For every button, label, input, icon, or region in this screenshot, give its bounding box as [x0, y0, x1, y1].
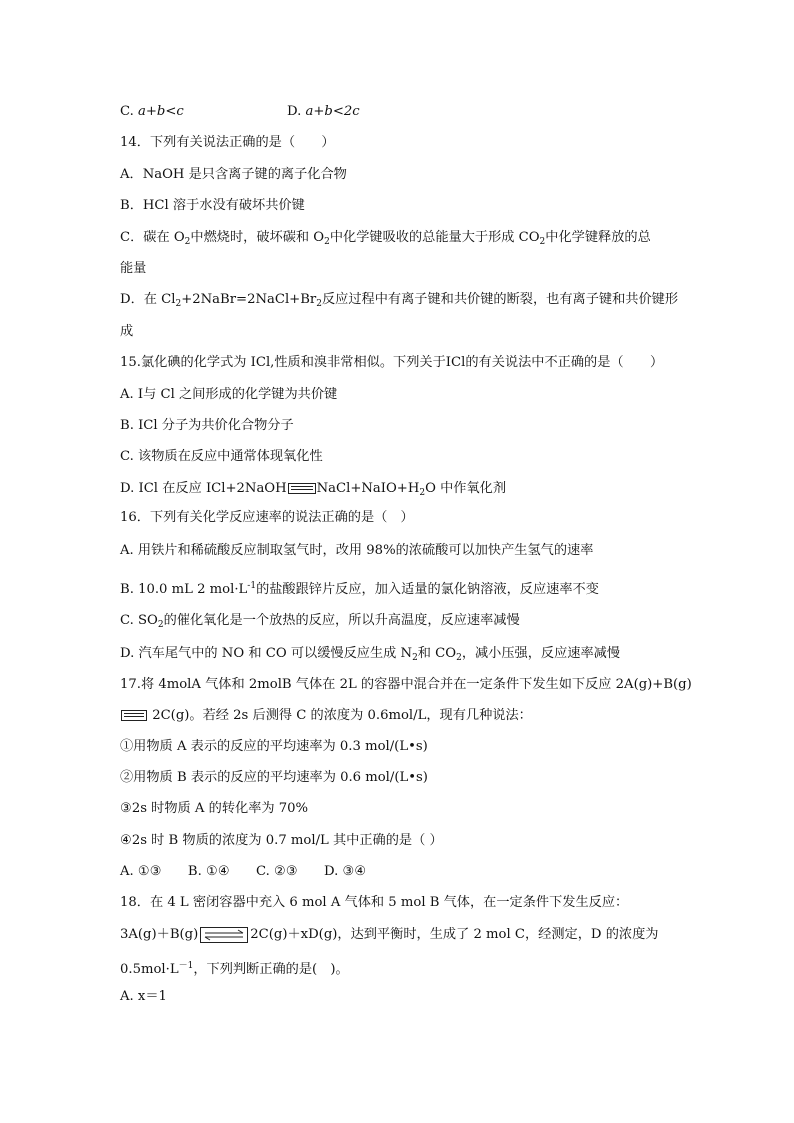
q15-option-c: C. 该物质在反应中通常体现氧化性 — [120, 449, 323, 464]
q13-option-c — [120, 103, 184, 121]
q17-stem: 17.将 4molA 气体和 2molB 气体在 2L 的容器中混合并在一定条件下发生如下反应 2A(g)+B(g) — [120, 677, 692, 692]
q18-equation: 3A(g)＋B(g) 2C(g)＋xD(g)，达到平衡时，生成了 2 mol C，经测定，D 的浓度为 — [120, 927, 659, 942]
q18-stem: 18．在 4 L 密闭容器中充入 6 mol A 气体和 5 mol B 气体，在一定条件下发生反应： — [120, 895, 629, 910]
q13-option-d — [287, 103, 360, 121]
q13-option-d-label: D. — [287, 104, 306, 119]
q18-option-a: A. x＝1 — [120, 989, 167, 1004]
q13-option-c-expr: a+b<c — [138, 104, 184, 119]
q16-option-a: A. 用铁片和稀硫酸反应制取氢气时，改用 98%的浓硫酸可以加快产生氢气的速率 — [120, 543, 594, 558]
q15-option-d: D. ICl 在反应 ICl+2NaOH $NaCl+NaIO+H_2O$ 中作氧化剂 — [120, 481, 507, 498]
q16-option-b: B. 10.0 mL 2 $mol\cdot L^{-1}$的盐酸跟锌片反应，加入适量的氯化钠溶液，反应速率不变 — [120, 581, 599, 597]
q17-statement-2: ②用物质 B 表示的反应的平均速率为 0.6 mol/(L•s) — [120, 770, 428, 785]
equilibrium-sign-icon — [288, 483, 316, 494]
q14-option-c-cont: 能量 — [120, 261, 147, 276]
q18-equation-cont: $0.5mol\cdot L^{-1}$，下列判断正确的是( )。 — [120, 961, 349, 977]
q17-statement-4: ④2s 时 B 物质的浓度为 0.7 mol/L 其中正确的是（ ） — [120, 833, 443, 848]
q17-options: A. ①③ B. ①④ C. ②③ D. ③④ — [120, 864, 367, 879]
q14-option-d-cont: 成 — [120, 324, 134, 339]
q17-statement-3: ③2s 时物质 A 的转化率为 70% — [120, 801, 309, 816]
q17-statement-1: ①用物质 A 表示的反应的平均速率为 0.3 mol/(L•s) — [120, 739, 428, 754]
q14-stem: 14．下列有关说法正确的是（ ） — [120, 135, 335, 150]
equilibrium-sign-icon — [121, 710, 147, 721]
q16-stem: 16．下列有关化学反应速率的说法正确的是（ ） — [120, 510, 414, 525]
q14-option-a: A．NaOH 是只含离子键的离子化合物 — [120, 167, 347, 182]
q14-option-d: D．在 $Cl_2+2NaBr=2NaCl+Br_2$反应过程中有离子键和共价键的断裂，也有离子键和共价键形 — [120, 292, 679, 309]
q16-option-d: D. 汽车尾气中的 NO 和 CO 可以缓慢反应生成 $N_2$和 $CO_2$，减小压强，反应速率减慢 — [120, 646, 621, 663]
reversible-arrow-icon — [200, 927, 248, 943]
q13-option-d-expr: a+b<2c — [305, 104, 360, 119]
q17-stem-cont: 2C(g)。若经 2s 后测得 C 的浓度为 0.6mol/L，现有几种说法： — [120, 707, 532, 725]
q14-option-b: B．HCl 溶于水没有破坏共价键 — [120, 198, 305, 213]
q14-option-c: C．碳在 $O_2$中燃烧时，破坏碳和 $O_2$中化学键吸收的总能量大于形成 $CO_2$中化学键释放的总 — [120, 230, 651, 247]
q15-stem: 15.氯化碘的化学式为 ICl,性质和溴非常相似。下列关于ICl的有关说法中不正确的是（ ） — [120, 355, 664, 370]
q13-option-c-label: C. — [120, 104, 139, 119]
q16-option-c: C. $SO_2$的催化氧化是一个放热的反应，所以升高温度，反应速率减慢 — [120, 613, 520, 630]
q15-option-a: A. I与 Cl 之间形成的化学键为共价键 — [120, 387, 338, 402]
q15-option-b: B. ICl 分子为共价化合物分子 — [120, 418, 294, 433]
